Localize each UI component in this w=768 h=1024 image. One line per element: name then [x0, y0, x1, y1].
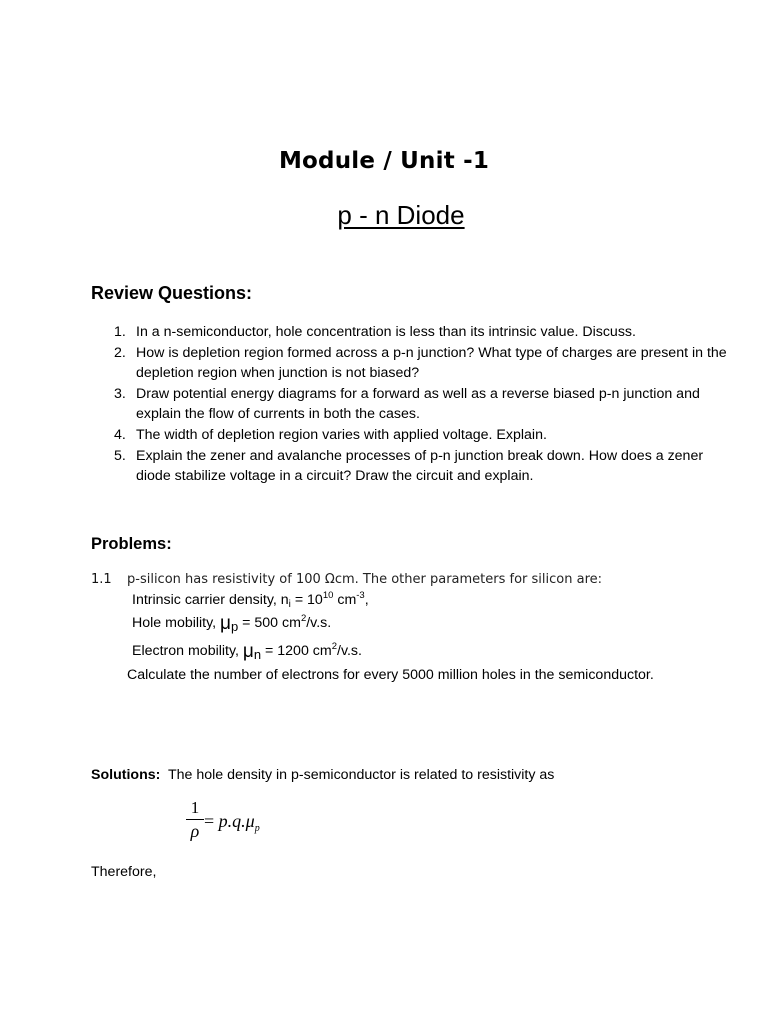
mu-symbol: μ — [220, 613, 231, 634]
module-title: Module / Unit -1 — [278, 148, 490, 174]
electron-sub: n — [253, 647, 262, 662]
question-number: 4. — [114, 426, 126, 443]
hole-mobility-line — [132, 614, 331, 633]
list-item — [91, 384, 731, 425]
electron-mobility-line — [132, 642, 362, 661]
intrinsic-tail: , — [364, 592, 369, 608]
electron-value: = 1200 cm — [261, 643, 332, 659]
solutions-line — [91, 767, 554, 783]
intrinsic-density-line — [132, 592, 369, 608]
mu-symbol: μ — [242, 641, 254, 662]
question-text: Explain the zener and avalanche processes of p-n junction break down. How does a zener diode stabilize voltage in a circuit? Draw the circuit and explain. — [136, 447, 704, 485]
formula-rhs — [204, 811, 260, 832]
intrinsic-exp: 10 — [322, 590, 334, 601]
document-title: p - n Diode — [337, 200, 465, 230]
problems-heading: Problems: — [91, 535, 172, 553]
review-questions-heading: Review Questions: — [91, 283, 253, 303]
formula-product: p.q.μ — [214, 811, 255, 831]
intrinsic-sub: i — [288, 599, 291, 610]
hole-exp: 2 — [300, 613, 307, 624]
intrinsic-unit-exp: -3 — [356, 590, 365, 601]
question-text: How is depletion region formed across a p-n junction? What type of charges are present in the depletion region when junction is not biased? — [136, 344, 727, 382]
therefore-text: Therefore, — [91, 864, 157, 880]
list-item — [91, 425, 731, 446]
question-text: Draw potential energy diagrams for a forward as well as a reverse biased p-n junction and explain the flow of currents in both the cases. — [136, 385, 700, 423]
intrinsic-value: = 10 — [290, 592, 323, 608]
fraction-numerator: 1 — [190, 798, 200, 817]
hole-label: Hole mobility, — [132, 615, 221, 631]
question-text: The width of depletion region varies with applied voltage. Explain. — [136, 426, 547, 443]
equals-sign: = — [204, 811, 215, 831]
fraction — [186, 798, 204, 841]
formula-sub: p — [254, 823, 260, 834]
solutions-text: The hole density in p-semiconductor is related to resistivity as — [160, 767, 555, 783]
question-text: In a n-semiconductor, hole concentration is less than its intrinsic value. Discuss. — [136, 324, 636, 340]
list-item — [91, 322, 731, 343]
hole-tail: /v.s. — [306, 615, 332, 631]
intrinsic-unit: cm — [333, 592, 357, 608]
question-number: 2. — [114, 344, 126, 361]
intrinsic-label: Intrinsic carrier density, n — [132, 592, 289, 608]
review-questions-list — [91, 322, 731, 487]
problem-intro: p-silicon has resistivity of 100 Ωcm. The other parameters for silicon are: — [127, 572, 603, 587]
list-item — [91, 446, 731, 487]
fraction-denominator: ρ — [190, 821, 200, 841]
problem-task: Calculate the number of electrons for every 5000 million holes in the semiconductor. — [127, 667, 654, 683]
hole-value: = 500 cm — [238, 615, 301, 631]
electron-exp: 2 — [331, 641, 337, 652]
list-item — [91, 343, 731, 384]
question-number: 3. — [114, 385, 126, 402]
fraction-bar — [186, 819, 204, 820]
hole-sub: p — [231, 619, 239, 634]
electron-tail: /v.s. — [337, 643, 362, 659]
question-number: 5. — [114, 447, 126, 464]
electron-label: Electron mobility, — [132, 643, 243, 659]
solutions-label: Solutions: — [91, 767, 161, 783]
problem-number: 1.1 — [91, 572, 112, 587]
question-number: 1. — [114, 324, 126, 340]
